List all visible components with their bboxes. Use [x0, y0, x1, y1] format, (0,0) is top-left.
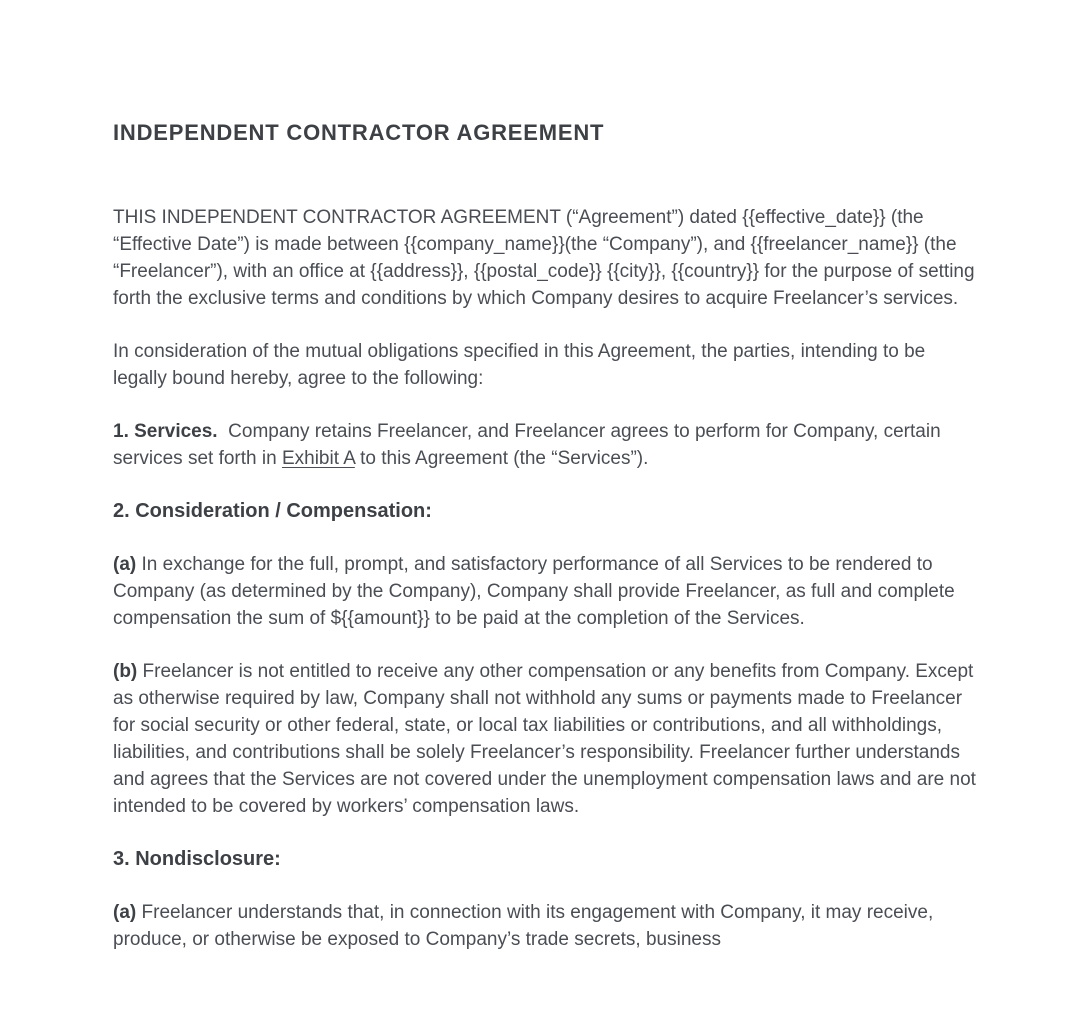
compensation-item-a [113, 551, 982, 632]
compensation-item-b-text: Freelancer is not entitled to receive any other compensation or any benefits from Company. Except as otherwise required by law, Company shall not withhold any sums or payments made to Freelancer for social security or other federal, state, or local tax liabilities or contributions, and all withholdings, liabilities, and contributions shall be solely Freelancer’s responsibility. Freelancer further understands and agrees that the Services are not covered under the unemployment compensation laws and are not intended to be covered by workers’ compensation laws. [113, 661, 976, 817]
nondisclosure-item-a-label: (a) [113, 902, 137, 923]
nondisclosure-section-heading: 3. Nondisclosure: [113, 848, 281, 870]
nondisclosure-item-a [113, 899, 982, 953]
services-paragraph [113, 418, 982, 472]
compensation-item-b [113, 658, 982, 820]
compensation-section-heading: 2. Consideration / Compensation: [113, 500, 432, 522]
compensation-item-a-text: In exchange for the full, prompt, and satisfactory performance of all Services to be rendered to Company (as determined by the Company), Company shall provide Freelancer, as full and complete compensation the sum of ${{amount}} to be paid at the completion of the Services. [113, 554, 955, 629]
compensation-item-b-label: (b) [113, 661, 138, 682]
nondisclosure-item-a-text: Freelancer understands that, in connection with its engagement with Company, it may receive, produce, or otherwise be exposed to Company’s trade secrets, business [113, 902, 934, 950]
services-text-before-link: Company retains Freelancer, and Freelancer agrees to perform for Company, certain services set forth in [113, 421, 941, 469]
compensation-item-a-label: (a) [113, 554, 137, 575]
mutual-obligations-paragraph: In consideration of the mutual obligations specified in this Agreement, the parties, intending to be legally bound hereby, agree to the following: [113, 341, 926, 389]
intro-paragraph: THIS INDEPENDENT CONTRACTOR AGREEMENT (“Agreement”) dated {{effective_date}} (the “Effective Date”) is made between {{company_name}}(the “Company”), and {{freelancer_name}} (the “Freelancer”), with an office at {{address}}, {{postal_code}} {{city}}, {{country}} for the purpose of setting forth the exclusive terms and conditions by which Company desires to acquire Freelancer’s services. [113, 207, 975, 309]
services-text-after-link: to this Agreement (the “Services”). [354, 448, 649, 469]
services-section-number: 1. Services. [113, 421, 218, 442]
document-content [113, 0, 982, 979]
document-title: INDEPENDENT CONTRACTOR AGREEMENT [113, 120, 605, 145]
exhibit-a-link[interactable]: Exhibit A [281, 448, 355, 469]
